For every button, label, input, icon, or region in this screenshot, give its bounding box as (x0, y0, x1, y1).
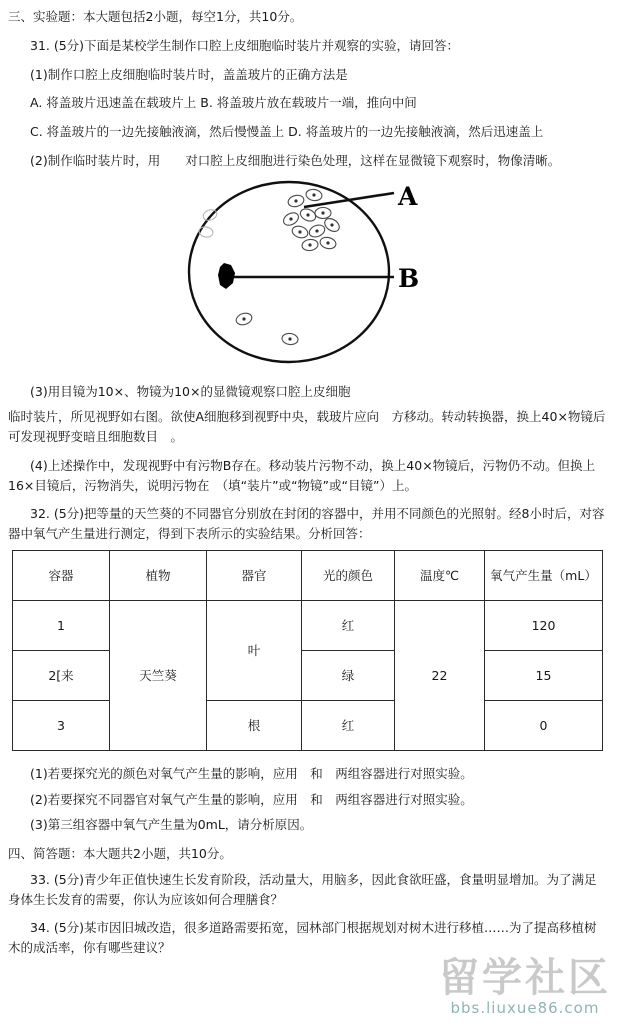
table-cell-organ-leaf: 叶 (207, 600, 302, 700)
watermark (439, 956, 611, 1017)
diagram-label-b: B (398, 263, 420, 293)
section-experiment-header: 三、实验题：本大题包括2小题，每空1分，共10分。 (8, 9, 303, 24)
table-row (13, 650, 603, 700)
table-cell-oxygen: 15 (485, 650, 603, 700)
q31-part3-line1: (3)用目镜为10×、物镜为10×的显微镜观察口腔上皮细胞 (30, 383, 351, 399)
results-table (12, 550, 603, 751)
cell-cluster (235, 188, 342, 345)
q31-stem: 31. (5分)下面是某校学生制作口腔上皮细胞临时装片并观察的实验，请回答： (30, 37, 460, 53)
q31-part2: (2)制作临时装片时，用 对口腔上皮细胞进行染色处理，这样在显微镜下观察时，物像清晰。 (30, 152, 561, 168)
q33-stem: 33. (5分)青少年正值快速生长发育阶段，活动量大，用脑多，因此食欲旺盛，食量明显增加。为了满足身体生长发育的需要，你认为应该如何合理膳食？ (8, 871, 597, 907)
debris-blob (218, 263, 235, 289)
table-row (13, 600, 603, 650)
q31-part4: (4)上述操作中，发现视野中有污物B存在。移动装片污物不动，换上40×物镜后，污物仍不动。但换上16×目镜后，污物消失，说明污物在 （填“装片”或“物镜”或“目镜”）上。 (8, 457, 596, 493)
table-row (13, 700, 603, 750)
table-cell-light: 红 (302, 700, 395, 750)
table-cell-oxygen: 0 (485, 700, 603, 750)
table-header-cell: 氧气产生量（mL） (485, 550, 603, 600)
watermark-site: bbs.liuxue86.com (450, 998, 600, 1017)
table-cell-oxygen: 120 (485, 600, 603, 650)
table-header-cell: 器官 (207, 550, 302, 600)
section-short-answer-header: 四、简答题：本大题共2小题，共10分。 (8, 846, 232, 861)
table-cell-plant: 天竺葵 (110, 600, 207, 750)
table-cell-light: 红 (302, 600, 395, 650)
table-header-row (13, 550, 603, 600)
q31-options-cd: C. 将盖玻片的一边先接触液滴，然后慢慢盖上 D. 将盖玻片的一边先接触液滴，然后迅速盖上 (30, 124, 544, 139)
microscope-field-svg (180, 177, 442, 369)
table-cell-container: 2[来 (13, 650, 110, 700)
table-cell-container: 3 (13, 700, 110, 750)
q32-stem: 32. (5分)把等量的天竺葵的不同器官分别放在封闭的容器中，并用不同颜色的光照射。经8小时后，对容器中氧气产生量进行测定，得到下表所示的实验结果。分析回答： (8, 506, 605, 541)
diagram-label-a: A (398, 181, 418, 211)
q32-part3: (3)第三组容器中氧气产生量为0mL，请分析原因。 (30, 817, 313, 833)
q31-part3-continued: 临时装片，所见视野如右图。欲使A细胞移到视野中央，载玻片应向 方移动。转动转换器，换上40×物镜后可发现视野变暗且细胞数目 。 (8, 409, 606, 444)
table-header-cell: 温度℃ (395, 550, 485, 600)
table-header-cell: 容器 (13, 550, 110, 600)
q31-part1: (1)制作口腔上皮细胞临时装片时，盖盖玻片的正确方法是 (30, 66, 348, 82)
table-cell-container: 1 (13, 600, 110, 650)
microscope-field-diagram (180, 177, 609, 372)
q32-part1: (1)若要探究光的颜色对氧气产生量的影响，应用 和 两组容器进行对照实验。 (30, 765, 473, 781)
table-header-cell: 光的颜色 (302, 550, 395, 600)
q34-stem: 34. (5分)某市因旧城改造，很多道路需要拓宽，园林部门根据规划对树木进行移植……为了提高移植树木的成活率，你有哪些建议？ (8, 920, 597, 955)
q31-options-ab: A. 将盖玻片迅速盖在载玻片上 B. 将盖玻片放在载玻片一端，推向中间 (30, 95, 417, 111)
watermark-title: 留学社区 (439, 954, 611, 1001)
table-cell-temperature: 22 (395, 600, 485, 750)
q32-part2: (2)若要探究不同器官对氧气产生量的影响，应用 和 两组容器进行对照实验。 (30, 791, 473, 807)
table-cell-organ-root: 根 (207, 700, 302, 750)
table-cell-light: 绿 (302, 650, 395, 700)
table-header-cell: 植物 (110, 550, 207, 600)
